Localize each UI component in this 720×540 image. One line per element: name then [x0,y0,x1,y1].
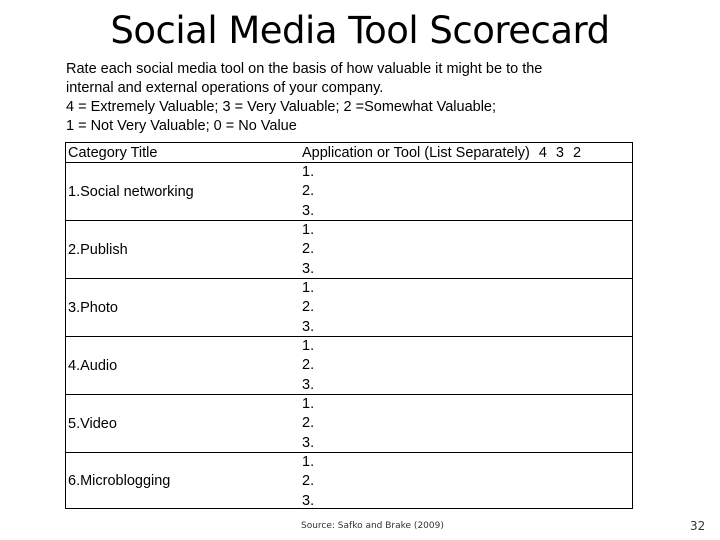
category-cell[interactable] [65,162,300,220]
category-cell[interactable] [65,336,300,394]
source-citation: Source: Safko and Brake (2009) [301,521,444,531]
category-label: 3.Photo [68,299,118,316]
tool-item: 1. [302,280,315,296]
tool-item: 2. [302,357,315,374]
tool-item: 1. [302,454,315,470]
category-label: 2.Publish [68,241,128,258]
tool-item: 2. [302,473,315,490]
tool-item: 1. [302,396,315,412]
header-tool-label: Application or Tool (List Separately) [302,145,530,161]
tool-cell[interactable] [300,452,633,508]
tool-item: 3. [302,202,315,219]
slide-title: Social Media Tool Scorecard [110,9,610,52]
category-cell[interactable] [65,452,300,508]
instructions-line-4: 1 = Not Very Valuable; 0 = No Value [66,118,297,134]
header-application-tool [300,142,633,162]
instructions-line-1: Rate each social media tool on the basis of how valuable it might be to the [66,61,543,77]
header-score-4: 4 [538,145,547,161]
tool-cell[interactable] [300,336,633,394]
tool-item: 2. [302,299,315,316]
tool-item: 2. [302,183,315,200]
tool-item: 1. [302,164,315,180]
header-score-2: 2 [572,145,582,161]
tool-item: 3. [302,434,315,451]
instructions-line-2: internal and external operations of your company. [66,80,384,96]
instructions-line-3: 4 = Extremely Valuable; 3 = Very Valuable; 2 =Somewhat Valuable; [66,99,497,115]
tool-cell[interactable] [300,394,633,452]
tool-item: 2. [302,415,315,432]
tool-item: 1. [302,338,315,354]
tool-item: 1. [302,222,315,238]
header-category-title: Category Title [65,142,300,162]
tool-cell[interactable] [300,162,633,220]
scorecard-table [65,142,633,508]
tool-item: 3. [302,376,315,393]
tool-cell[interactable] [300,278,633,336]
slide-number: 32 [690,519,706,533]
tool-item: 2. [302,241,315,258]
category-label: 1.Social networking [68,183,194,200]
category-label: 6.Microblogging [68,472,171,489]
category-cell[interactable] [65,220,300,278]
category-label: 4.Audio [68,357,118,374]
table-bottom-border [65,508,633,509]
header-score-3: 3 [555,145,564,161]
category-label: 5.Video [68,415,117,432]
tool-item: 3. [302,492,315,509]
tool-item: 3. [302,260,315,277]
instructions [66,60,686,136]
tool-item: 3. [302,318,315,335]
category-cell[interactable] [65,278,300,336]
tool-cell[interactable] [300,220,633,278]
category-cell[interactable] [65,394,300,452]
